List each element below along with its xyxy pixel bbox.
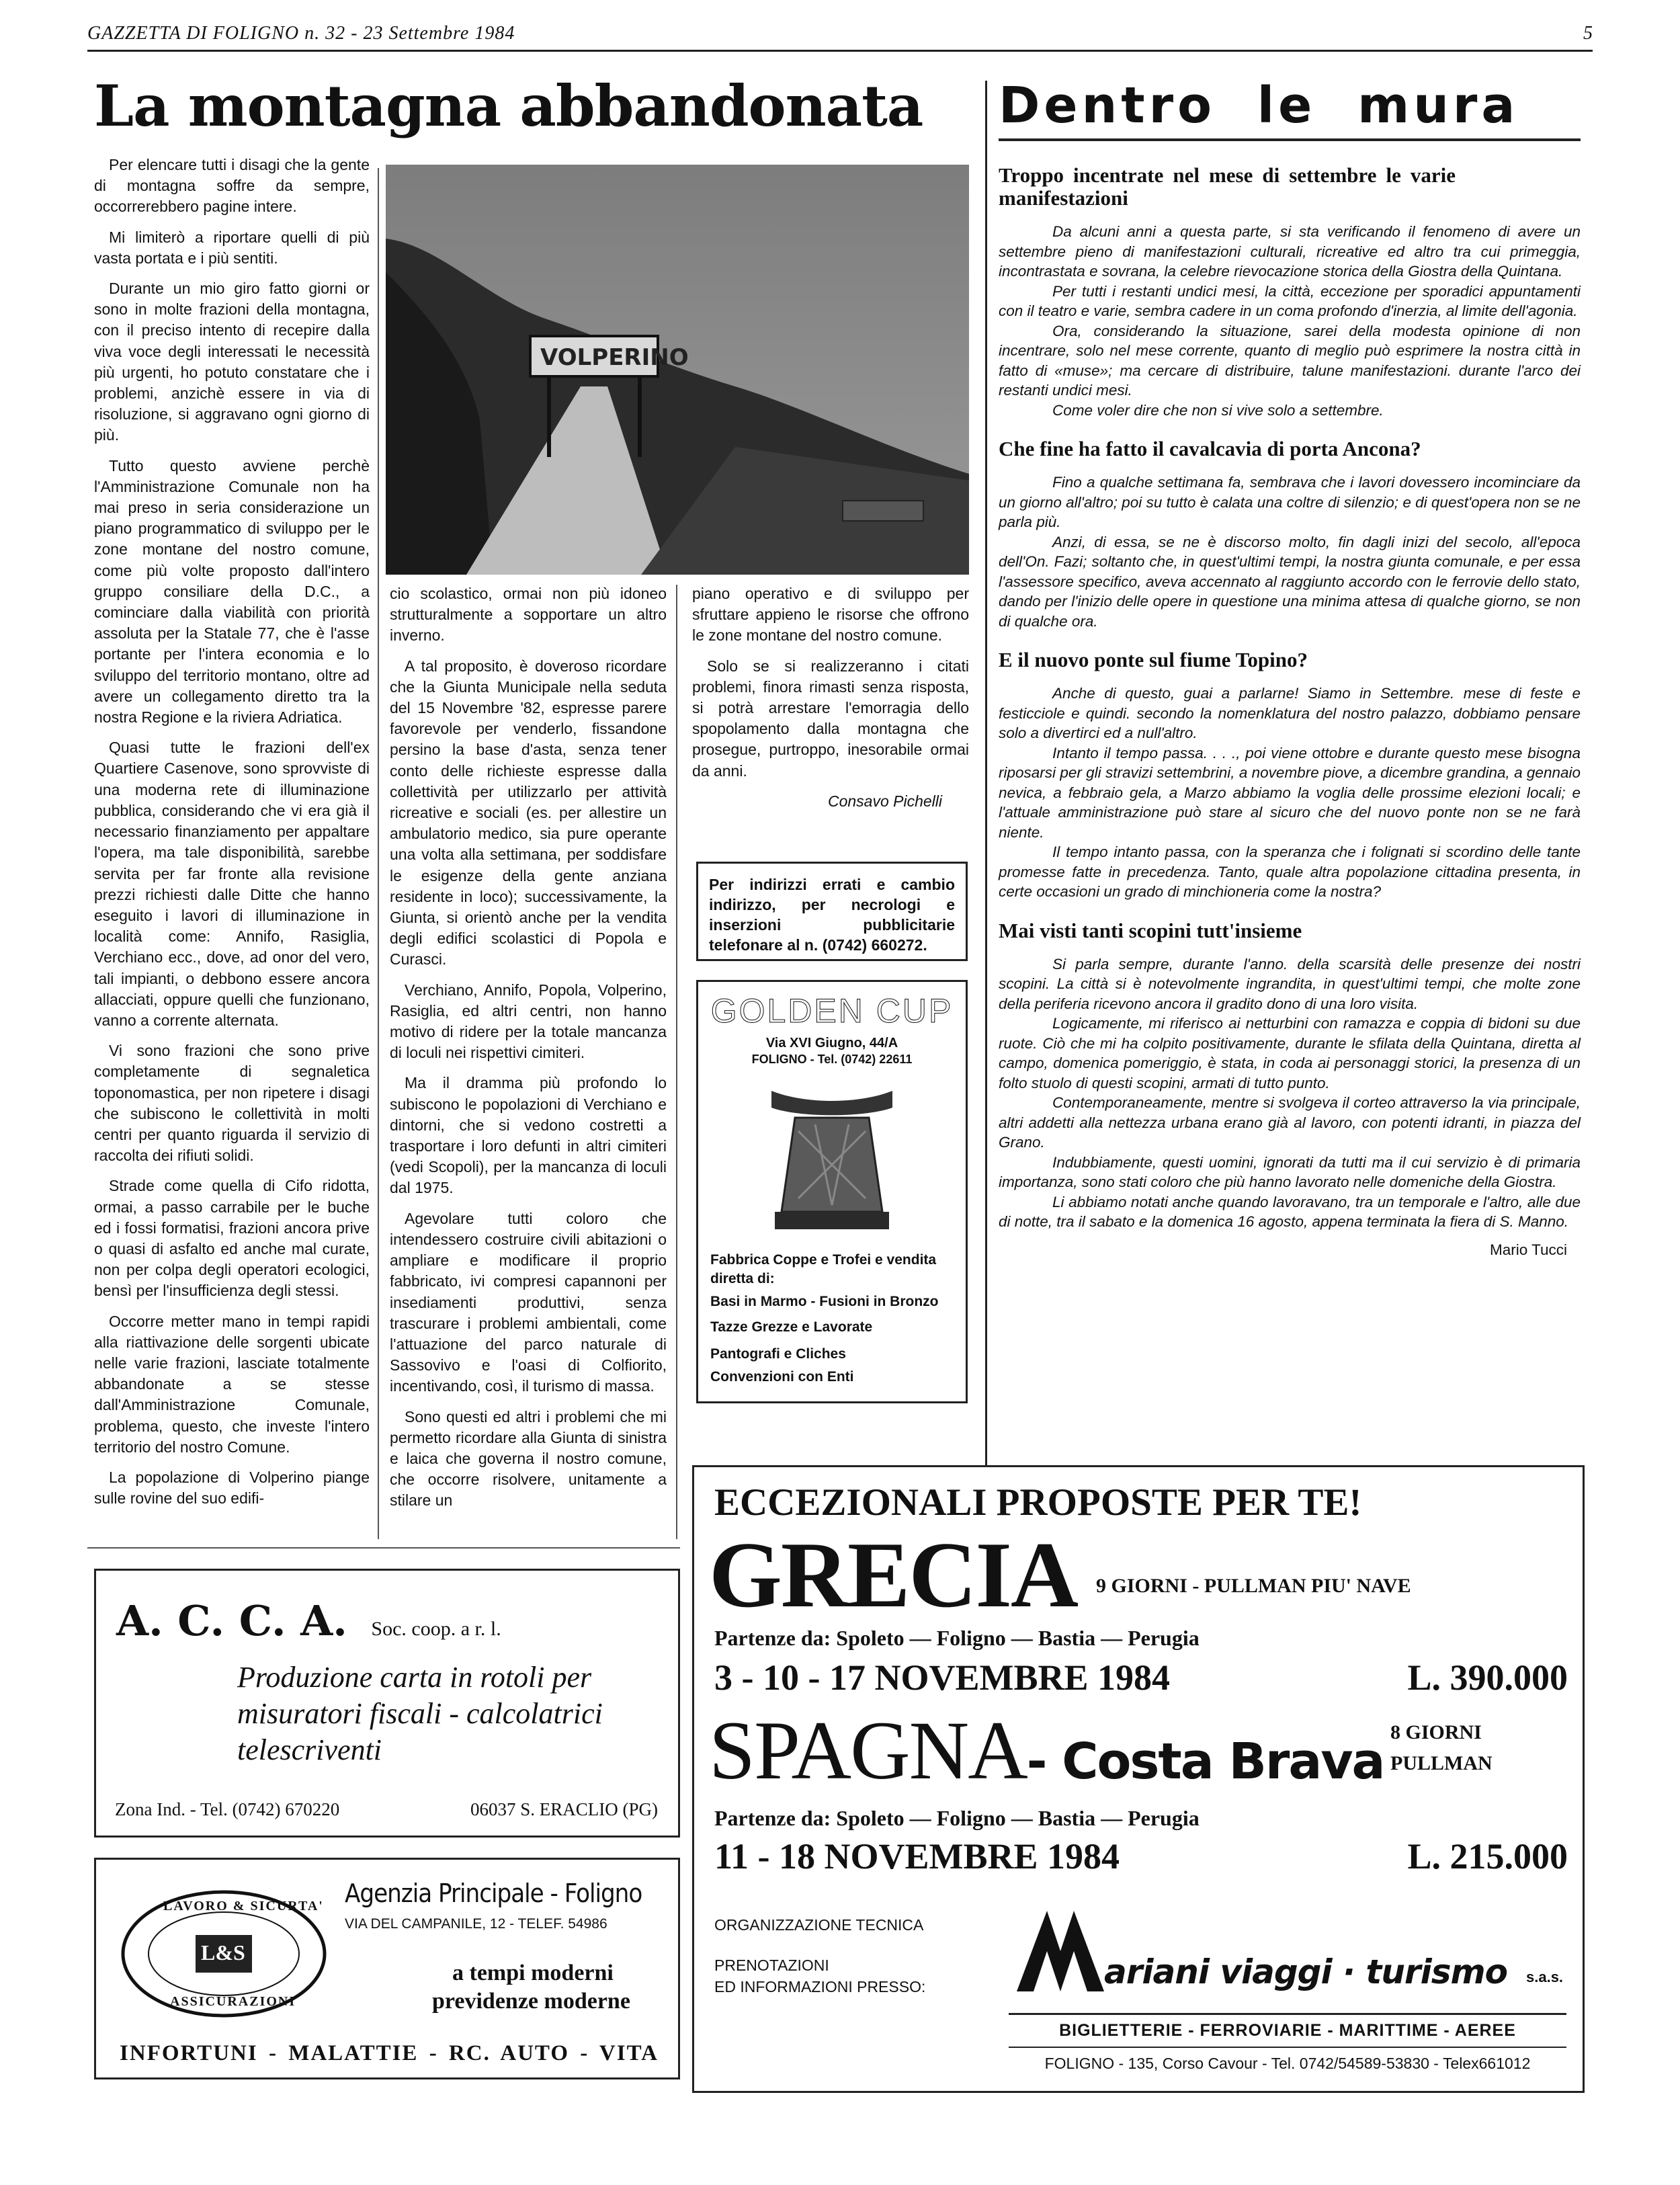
spain-price: L. 215.000 xyxy=(1407,1836,1568,1877)
right-column-body xyxy=(999,149,1581,1260)
mariani-logo xyxy=(1010,1904,1564,2005)
golden-cup-line: Convenzioni con Enti xyxy=(710,1369,854,1385)
prenot-label-2: ED INFORMAZIONI PRESSO: xyxy=(714,1978,926,1995)
paragraph: Quasi tutte le frazioni dell'ex Quartiere Casenove, sono sprovviste di una moderna rete di illuminazione pubblica, considerando che vi era già il necessario finanziamento per appaltare l'opera, ma tale disponibilità, sarebbe servita per far fronte alla revisione prezzi richiesti dalle Ditte che hanno eseguito i lavori di illuminazione in località come: Annifo, Rasiglia, Verchiano ecc., dove, ad onor del vero, tali impianti, o debbono essere ancora allacciati, oppure quelli che funzionano, vanno a corrente alternata. xyxy=(94,739,370,1029)
spain-departures: Partenze da: Spoleto — Foligno — Bastia — Perugia xyxy=(714,1806,1200,1830)
lavoro-logo-top: LAVORO & SICURTA' xyxy=(163,1899,324,1913)
greece-dates: 3 - 10 - 17 NOVEMBRE 1984 xyxy=(714,1657,1170,1698)
masthead-line: GAZZETTA DI FOLIGNO n. 32 - 23 Settembre 1984 xyxy=(87,23,515,44)
travel-ad xyxy=(692,1465,1585,2093)
paragraph: Indubbiamente, questi uomini, ignorati da tutti ma il cui servizio è di primaria importanza, sono stati coloro che più hanno lavorato nelle domeniche della Giostra. xyxy=(999,1153,1581,1190)
paragraph: Sono questi ed altri i problemi che mi permetto ricordare alla Giunta di sinistra e laica che governa il nostro comune, che occorre risolvere, unitamente a stilare un xyxy=(390,1407,667,1510)
golden-cup-title: GOLDEN CUP xyxy=(710,992,954,1030)
notice-box xyxy=(696,862,968,961)
greece-name: GRECIA xyxy=(709,1523,1078,1627)
paragraph: La popolazione di Volperino piange sulle rovine del suo edifi- xyxy=(94,1468,370,1508)
acca-name-text: A. C. C. A. xyxy=(116,1596,347,1645)
article-column-2 xyxy=(390,583,667,1521)
paragraph: Ora, considerando la situazione, sarei della modesta opinione di non incentrare, solo nel mese corrente, quanto di meglio può esprimere la nostra città in fatto di «muse»; ma cercare di distribuire, talune manifestazioni. durante l'arco dei restanti undici mesi. xyxy=(999,322,1581,399)
svg-text:VOLPERINO: VOLPERINO xyxy=(540,344,689,371)
spain-duration-1: 8 GIORNI xyxy=(1390,1721,1482,1743)
lavoro-address: VIA DEL CAMPANILE, 12 - TELEF. 54986 xyxy=(345,1916,607,1932)
lavoro-logo xyxy=(116,1887,331,2021)
travel-headline: ECCEZIONALI PROPOSTE PER TE! xyxy=(714,1481,1362,1524)
paragraph: A tal proposito, è doveroso ricordare che la Giunta Municipale nella seduta del 15 Novembre '82, espresse parere favorevole per venderlo, fissandone persino la base d'asta, senza tener conto delle richieste espresse dalla collettività per utilizzarlo per attività ricreative e sociali (es. per allestire un ambulatorio medico, sia pure operante una volta alla settimana, per soddisfare le esigenze della gente anziana residente in loco); successivamente, la Giunta, si orientò anche per la vendita degli edifici scolastici di Popola e Curasci. xyxy=(390,657,667,968)
page-number: 5 xyxy=(1583,23,1593,44)
mariani-m-icon xyxy=(1010,1904,1111,1998)
spain-dates: 11 - 18 NOVEMBRE 1984 xyxy=(714,1836,1120,1877)
article-photo xyxy=(386,165,969,575)
golden-cup-line: Basi in Marmo - Fusioni in Bronzo xyxy=(710,1294,939,1309)
article-column-1 xyxy=(94,155,370,1518)
section-heading: Che fine ha fatto il cavalcavia di porta Ancona? xyxy=(999,437,1421,460)
golden-cup-ad xyxy=(696,980,968,1403)
paragraph: Verchiano, Annifo, Popola, Volperino, Rasiglia, ed altri centri, non hanno motivo di ridere per la totale mancanza di loculi nei rispettivi cimiteri. xyxy=(390,981,667,1062)
spain-subtitle: - Costa Brava xyxy=(1026,1733,1384,1790)
paragraph: Vi sono frazioni che sono prive completamente di segnaletica toponomastica, per non ripetere i disagi che subiscono le collettività in molti centri per quanto riguarda il servizio di raccolta dei rifiuti solidi. xyxy=(94,1042,370,1165)
acca-ad xyxy=(94,1569,680,1838)
paragraph: Li abbiamo notati anche quando lavoravano, tra un temporale e l'altro, alle due di notte, tra il sabato e la domenica 16 agosto, appena terminata la fiera di S. Manno. xyxy=(999,1193,1581,1230)
services-rule-bottom xyxy=(1009,2047,1566,2048)
paragraph: Fino a qualche settimana fa, sembrava che i lavori dovessero incominciare da un giorno all'altro; poi su tutto è calata una coltre di silenzio; e di quest'opera non se ne parla più. xyxy=(999,474,1581,530)
right-column-title: Dentro le mura xyxy=(999,77,1519,134)
title-rule xyxy=(999,138,1581,141)
acca-address-right: 06037 S. ERACLIO (PG) xyxy=(470,1799,658,1819)
section-heading: E il nuovo ponte sul fiume Topino? xyxy=(999,648,1308,671)
page-header xyxy=(87,17,1593,58)
paragraph: Mi limiterò a riportare quelli di più vasta portata e i più sentiti. xyxy=(94,228,370,267)
paragraph: Logicamente, mi riferisco ai netturbini con ramazza e coppia di bidoni su due ruote. Ciò che mi ha colpito positivamente, durante le sfilata della Quintana, diretta al campo, domenica pomeriggio, è stata, in coda ai personaggi storici, la presenza di un folto stuolo di questi scopini, armati di tutto punto. xyxy=(999,1015,1581,1091)
paragraph: Strade come quella di Cifo ridotta, ormai, a passo carrabile per le buche ed i fossi formatisi, frazioni ancora prive o quasi di asfalto ed anche mal curate, non per colpa degli operatori ecologici, bensì per l'insufficienza degli stessi. xyxy=(94,1177,370,1300)
section-heading: Troppo incentrate nel mese di settembre le varie manifestazioni xyxy=(999,163,1456,210)
paragraph: Solo se si realizzeranno i citati problemi, finora rimasti senza risposta, si potrà arrestare l'emorragia dello spopolamento dalla montagna che prosegue, purtroppo, inesorabile ormai da anni. xyxy=(692,657,969,780)
paragraph: Per elencare tutti i disagi che la gente di montagna soffre da sempre, occorrerebbero pagine intere. xyxy=(94,156,370,216)
article-title: La montagna abbandonata xyxy=(94,73,923,139)
notice-text: Per indirizzi errati e cambio indirizzo, per necrologi e inserzioni pubblicitarie telefonare al n. (0742) 660272. xyxy=(709,876,955,954)
spain-duration-2: PULLMAN xyxy=(1390,1752,1493,1774)
services-line: BIGLIETTERIE - FERROVIARIE - MARITTIME - AEREE xyxy=(1059,2021,1516,2040)
lavoro-logo-center: L&S xyxy=(201,1940,245,1965)
paragraph: piano operativo e di sviluppo per sfruttare appieno le risorse che offrono le zone montane del nostro comune. xyxy=(692,585,969,645)
paragraph: Tutto questo avviene perchè l'Amministrazione Comunale non ha mai preso in seria considerazione un piano programmatico di sviluppo per le zone montane del nostro comune, come più volte proposto dall'intero gruppo consiliare della D.C., a cominciare dalla viabilità con priorità assoluta per la Statale 77, che è l'asse portante per l'intera economia e lo sviluppo del territorio montano, oltre ad avere un collegamento diretto tra la nostra Regione e la riviera Adriatica. xyxy=(94,456,370,727)
paragraph: Contemporaneamente, mentre si svolgeva il corteo attraverso la via principale, altri addetti alla nettezza urbana erano già al lavoro, con potenti idranti, in piazza del Grano. xyxy=(999,1094,1581,1151)
trophy-base-icon xyxy=(758,1077,906,1239)
section-heading: Mai visti tanti scopini tutt'insieme xyxy=(999,918,1302,942)
column-rule xyxy=(676,585,677,1539)
header-rule xyxy=(87,50,1593,52)
lavoro-slogan-1: a tempi moderni xyxy=(452,1961,614,1985)
paragraph: Il tempo intanto passa, con la speranza che i folignati si scordino delle tante promesse fatte in precedenza. Tanto, quale altra popolazione cittadina presenta, in certe occasioni un grado di minchioneria come la nostra? xyxy=(999,843,1581,900)
golden-cup-line: Pantografi e Cliches xyxy=(710,1346,846,1362)
prenot-label-1: PRENOTAZIONI xyxy=(714,1956,829,1974)
lavoro-ad xyxy=(94,1858,680,2079)
right-column-signature: Mario Tucci xyxy=(1489,1241,1567,1258)
lavoro-footer: INFORTUNI - MALATTIE - RC. AUTO - VITA xyxy=(120,2041,659,2065)
acca-address-left: Zona Ind. - Tel. (0742) 670220 xyxy=(115,1799,340,1819)
org-label: ORGANIZZAZIONE TECNICA xyxy=(714,1916,924,1934)
paragraph: Anzi, di essa, se ne è discorso molto, fin dagli inizi del secolo, all'epoca dell'On. Fazi; soltanto che, in quest'ultimi tempi, la nostra giunta comunale, e per essa l'assessore specifico, aveva accennato al raggiunto accordo con le ferrovie dello stato, dando per l'inizio delle opere in questione una minima attesa di qualche giorno, se non di qualche ora. xyxy=(999,533,1581,630)
photo-landscape xyxy=(386,165,969,575)
golden-cup-line: Tazze Grezze e Lavorate xyxy=(710,1319,873,1335)
paragraph: Agevolare tutti coloro che intendessero costruire civili abitazioni o ampliare e modificare il proprio fabbricato, ivi compresi capannoni per insediamenti produttivi, senza trascurare i problemi ambientali, come l'attuazione del parco naturale di Sassovivo e l'oasi di Colfiorito, incentivando, così, il turismo di massa. xyxy=(390,1209,667,1395)
acca-suffix: Soc. coop. a r. l. xyxy=(371,1618,501,1640)
services-rule xyxy=(1009,2013,1566,2015)
lavoro-slogan-2: previdenze moderne xyxy=(432,1989,630,2014)
golden-cup-address: Via XVI Giugno, 44/A xyxy=(765,1036,898,1050)
lavoro-agency: Agenzia Principale - Foligno xyxy=(345,1879,642,1908)
article-signature: Consavo Pichelli xyxy=(827,792,942,810)
bottom-rule xyxy=(87,1547,680,1549)
acca-tagline: Produzione carta in rotoli per misuratori fiscali - calcolatrici telescriventi xyxy=(237,1661,603,1766)
spain-name: SPAGNA xyxy=(709,1704,1027,1797)
mariani-logo-text: ariani viaggi · turismo xyxy=(1104,1952,1507,1991)
paragraph: Durante un mio giro fatto giorni or sono in molte frazioni della montagna, con il preciso intento di recepire dalla viva voce degli interessati le necessità più urgenti, ho potuto constatare che i problemi, anzichè essere in via di risoluzione, si aggravano ogni giorno di più. xyxy=(94,280,370,444)
acca-name xyxy=(116,1596,501,1645)
column-rule xyxy=(378,168,379,1539)
column-divider xyxy=(985,81,987,1465)
paragraph: Come voler dire che non si vive solo a settembre. xyxy=(1052,401,1384,419)
paragraph: Anche di questo, guai a parlarne! Siamo in Settembre. mese di feste e festicciole e quindi. secondo la nomenklatura del nostro palazzo, dobbiamo pensare solo a divertirci ed a null'altro. xyxy=(999,685,1581,741)
travel-footer: FOLIGNO - 135, Corso Cavour - Tel. 0742/54589-53830 - Telex661012 xyxy=(1044,2055,1531,2072)
paragraph: Intanto il tempo passa. . . ., poi viene ottobre e durante questo mese bisogna riposarsi per gli stravizi settembrini, a novembre piove, a dicembre grandina, a gennaio nevica, a febbraio gela, a Marzo abbiamo la voglia delle prossime elezioni locali; e l'attuale amministrazione può stare al sicuro che del nuovo ponte non se ne farà niente. xyxy=(999,744,1581,841)
paragraph: Si parla sempre, durante l'anno. della scarsità delle presenze dei nostri scopini. La città si è notevolmente ingrandita, in quest'ultimi tempi, che molte zone della periferia ricevono ancora il gradito dono di una loro visita. xyxy=(999,955,1581,1012)
greece-duration: 9 GIORNI - PULLMAN PIU' NAVE xyxy=(1096,1575,1411,1597)
golden-cup-city: FOLIGNO - Tel. (0742) 22611 xyxy=(751,1053,913,1066)
paragraph: Occorre metter mano in tempi rapidi alla riattivazione delle sorgenti ubicate nelle varie frazioni, lasciate totalmente abbandonate a se stesse dall'Amministrazione Comunale, problema, questo, che investe l'intero territorio del nostro Comune. xyxy=(94,1312,370,1456)
greece-departures: Partenze da: Spoleto — Foligno — Bastia — Perugia xyxy=(714,1626,1200,1650)
paragraph: Da alcuni anni a questa parte, si sta verificando il fenomeno di avere un settembre pieno di manifestazioni culturali, ricreative ed altro tra cui primeggia, incontrastata e sovrana, la celebre rievocazione storica della Giostra della Quintana. xyxy=(999,223,1581,280)
paragraph: cio scolastico, ormai non più idoneo strutturalmente a sopportare un altro inverno. xyxy=(390,585,667,645)
paragraph: Ma il dramma più profondo lo subiscono le popolazioni di Verchiano e dintorni, che si vedono costretti a trasportare i loro defunti in altri cimiteri (vedi Scopoli), per la mancanza di loculi dal 1975. xyxy=(390,1074,667,1197)
lavoro-logo-bottom: ASSICURAZIONI xyxy=(170,1994,296,2009)
golden-cup-line: Fabbrica Coppe e Trofei e vendita diretta di: xyxy=(710,1252,937,1286)
spain-title xyxy=(709,1704,1384,1798)
greece-price: L. 390.000 xyxy=(1407,1657,1568,1698)
trophy-image xyxy=(758,1077,906,1239)
paragraph: Per tutti i restanti undici mesi, la città, eccezione per sporadici appuntamenti con il teatro e varie, sembra cadere in un coma profondo d'inerzia, al limite dell'agonia. xyxy=(999,282,1581,319)
article-column-3 xyxy=(692,583,969,821)
mariani-logo-suffix: s.a.s. xyxy=(1526,1969,1564,1985)
